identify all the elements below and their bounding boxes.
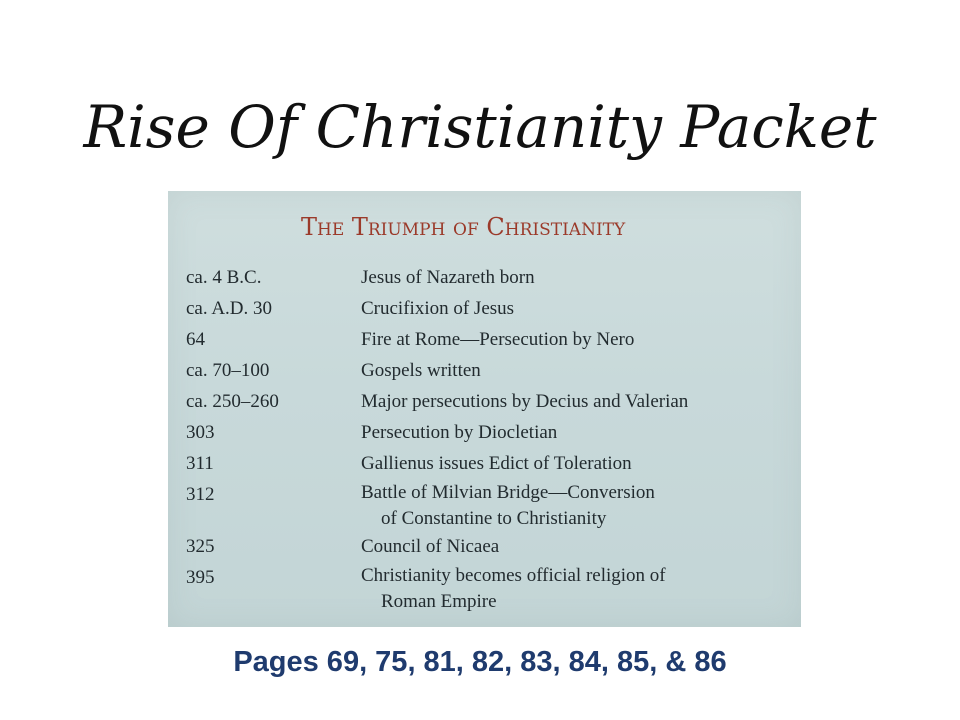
timeline-date: 64	[186, 329, 205, 350]
timeline-event	[361, 324, 786, 355]
timeline-event-line: Jesus of Nazareth born	[361, 267, 535, 288]
timeline-date: 311	[186, 453, 214, 474]
timeline-date: 325	[186, 536, 215, 557]
timeline-event	[361, 262, 786, 293]
timeline-row	[186, 531, 786, 562]
timeline-row	[186, 262, 786, 293]
timeline-date: 312	[186, 484, 215, 505]
timeline-date: ca. A.D. 30	[186, 298, 273, 319]
timeline-row	[186, 355, 786, 386]
timeline-row	[186, 448, 786, 479]
timeline-event	[361, 293, 786, 324]
timeline-date: ca. 4 B.C.	[186, 267, 262, 288]
timeline-event-line: Council of Nicaea	[361, 536, 500, 557]
timeline-event	[361, 531, 786, 562]
timeline-event-line: Roman Empire	[381, 591, 497, 612]
slide-title: Rise Of Christianity Packet	[83, 93, 877, 161]
timeline-row	[186, 324, 786, 355]
timeline-event-line: of Constantine to Christianity	[381, 508, 607, 529]
timeline-event	[361, 562, 786, 614]
timeline-event-line: Persecution by Diocletian	[361, 422, 558, 443]
timeline-event	[361, 417, 786, 448]
timeline-event	[361, 355, 786, 386]
timeline-event	[361, 386, 786, 417]
timeline-date: 395	[186, 567, 215, 588]
timeline-event	[361, 479, 786, 531]
timeline-date: ca. 250–260	[186, 391, 279, 412]
timeline-event-line: Christianity becomes official religion of	[361, 565, 666, 586]
timeline-row	[186, 417, 786, 448]
timeline-event-line: Crucifixion of Jesus	[361, 298, 515, 319]
timeline-heading: The Triumph of Christianity	[301, 213, 626, 241]
timeline-event-line: Battle of Milvian Bridge—Conversion	[361, 482, 655, 503]
timeline-date: 303	[186, 422, 215, 443]
timeline-event-line: Fire at Rome—Persecution by Nero	[361, 329, 635, 350]
timeline-row	[186, 386, 786, 417]
timeline-row	[186, 479, 786, 531]
pages-note: Pages 69, 75, 81, 82, 83, 84, 85, & 86	[233, 646, 727, 678]
timeline-image	[168, 191, 801, 627]
timeline-event-line: Gallienus issues Edict of Toleration	[361, 453, 632, 474]
timeline-event-line: Gospels written	[361, 360, 481, 381]
timeline-row	[186, 293, 786, 324]
timeline-list	[186, 262, 786, 614]
timeline-event	[361, 448, 786, 479]
timeline-row	[186, 562, 786, 614]
timeline-date: ca. 70–100	[186, 360, 270, 381]
timeline-event-line: Major persecutions by Decius and Valerian	[361, 391, 689, 412]
